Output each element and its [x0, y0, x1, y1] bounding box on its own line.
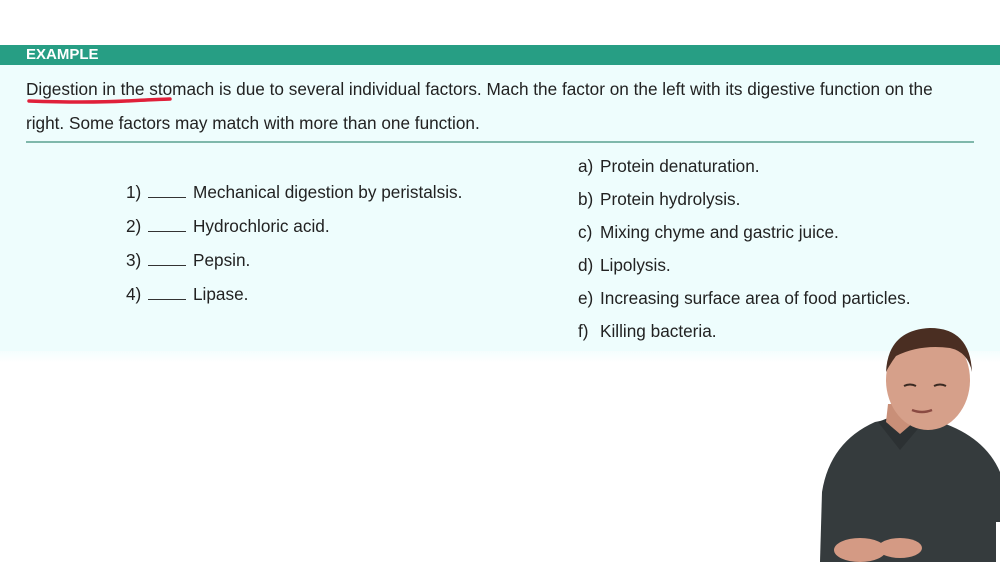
- factor-number: 4): [126, 284, 142, 304]
- answer-blank[interactable]: [148, 287, 186, 300]
- function-item-a: [578, 152, 911, 185]
- factor-label: Hydrochloric acid.: [193, 216, 330, 236]
- function-label: Protein denaturation.: [600, 156, 760, 176]
- factor-item-1: [126, 182, 462, 216]
- factor-number: 3): [126, 250, 142, 270]
- factor-item-2: [126, 216, 462, 250]
- function-label: Lipolysis.: [600, 255, 671, 275]
- function-letter: d): [578, 255, 594, 275]
- function-letter: f): [578, 321, 589, 341]
- answer-blank[interactable]: [148, 185, 186, 198]
- presenter-video-overlay: [800, 322, 1000, 562]
- red-underline-annotation: [26, 96, 173, 104]
- divider-line: [26, 141, 974, 143]
- function-list: [578, 152, 911, 350]
- answer-blank[interactable]: [148, 219, 186, 232]
- factor-item-4: [126, 284, 462, 318]
- function-item-e: [578, 284, 911, 317]
- function-label: Mixing chyme and gastric juice.: [600, 222, 839, 242]
- function-item-b: [578, 185, 911, 218]
- factor-label: Lipase.: [193, 284, 249, 304]
- factor-label: Mechanical digestion by peristalsis.: [193, 182, 463, 202]
- function-letter: b): [578, 189, 594, 209]
- factor-item-3: [126, 250, 462, 284]
- function-item-d: [578, 251, 911, 284]
- factor-list: [126, 182, 462, 318]
- function-label: Killing bacteria.: [600, 321, 717, 341]
- function-letter: c): [578, 222, 593, 242]
- factor-label: Pepsin.: [193, 250, 251, 270]
- answer-blank[interactable]: [148, 253, 186, 266]
- factor-number: 1): [126, 182, 142, 202]
- function-label: Protein hydrolysis.: [600, 189, 741, 209]
- question-text: Digestion in the stomach is due to several individual factors. Mach the factor on the left with its digestive function on the right. Some factors may match with more than one function.: [26, 79, 933, 133]
- factor-number: 2): [126, 216, 142, 236]
- function-letter: a): [578, 156, 594, 176]
- function-label: Increasing surface area of food particles.: [600, 288, 911, 308]
- example-label: EXAMPLE: [26, 46, 99, 63]
- function-item-c: [578, 218, 911, 251]
- example-header-bar: [0, 45, 1000, 65]
- function-letter: e): [578, 288, 594, 308]
